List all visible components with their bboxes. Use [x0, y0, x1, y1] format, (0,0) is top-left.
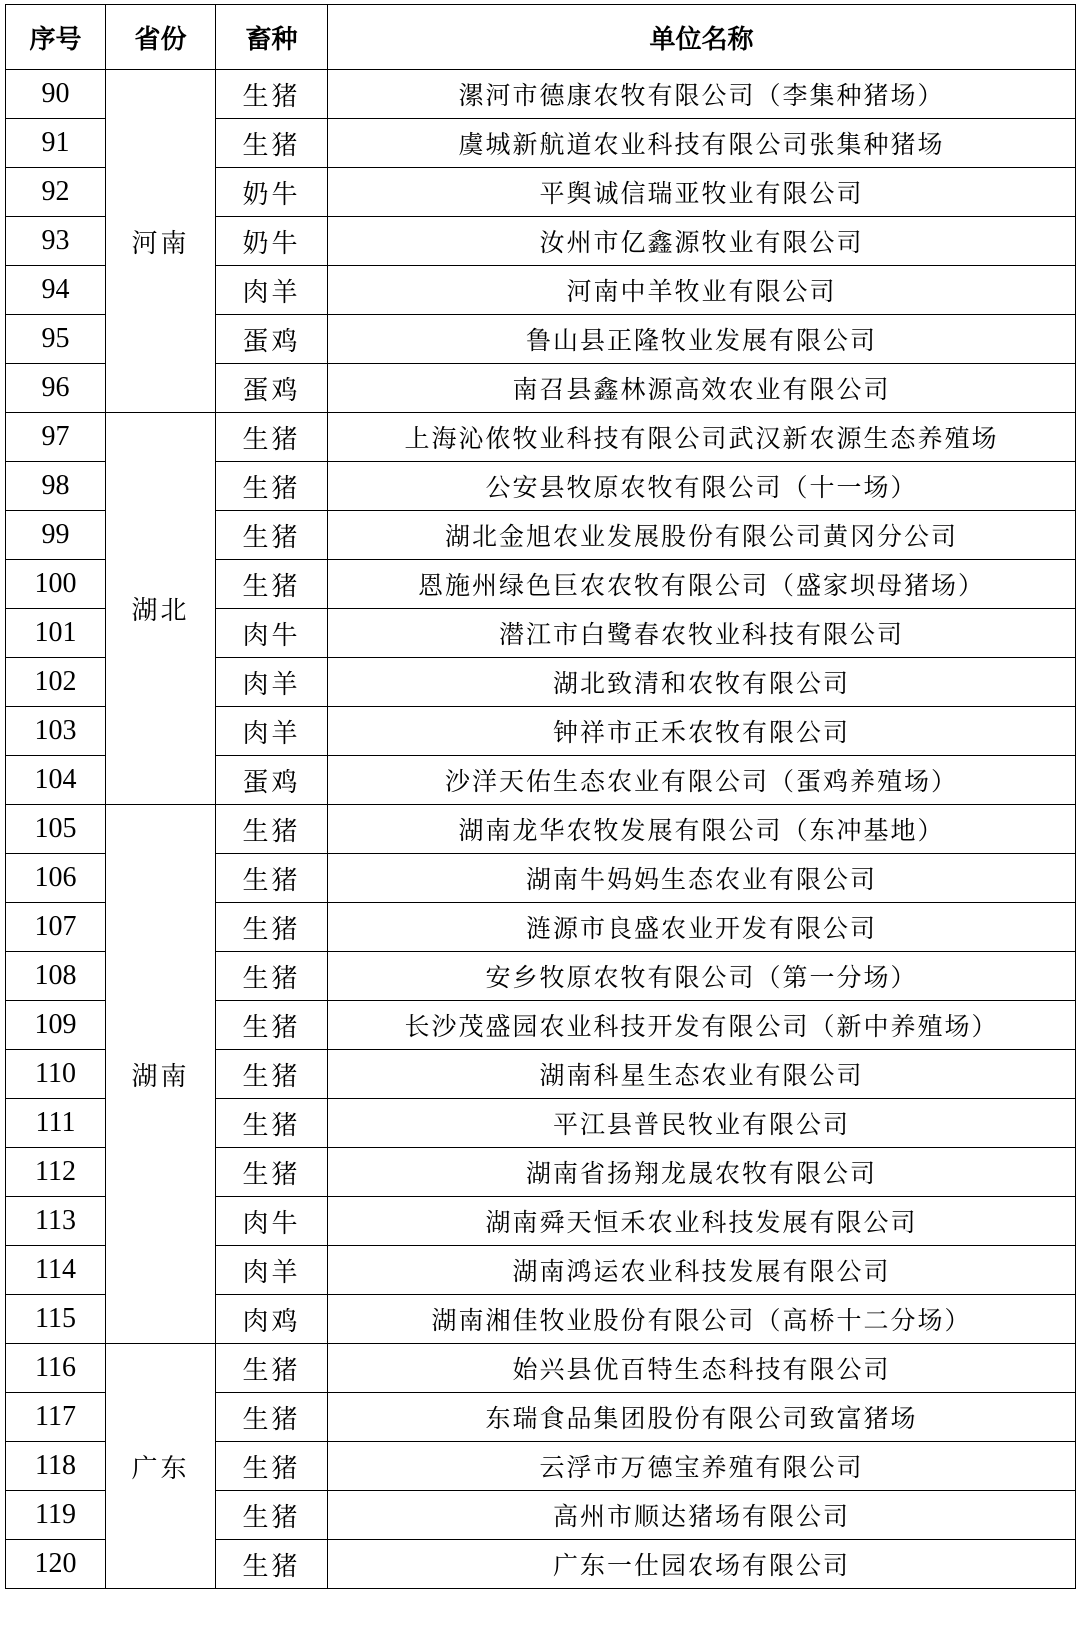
header-unit-name: 单位名称 — [328, 5, 1076, 70]
cell-livestock-type: 生猪 — [216, 1099, 328, 1148]
cell-unit-name: 平江县普民牧业有限公司 — [328, 1099, 1076, 1148]
cell-province: 湖北 — [106, 413, 216, 805]
cell-unit-name: 漯河市德康农牧有限公司（李集种猪场） — [328, 70, 1076, 119]
header-serial-number: 序号 — [6, 5, 106, 70]
table-row — [6, 70, 1076, 119]
farm-list-table — [5, 4, 1076, 1589]
cell-unit-name: 恩施州绿色巨农农牧有限公司（盛家坝母猪场） — [328, 560, 1076, 609]
cell-unit-name: 虞城新航道农业科技有限公司张集种猪场 — [328, 119, 1076, 168]
table-row — [6, 1344, 1076, 1393]
cell-livestock-type: 蛋鸡 — [216, 315, 328, 364]
cell-unit-name: 安乡牧原农牧有限公司（第一分场） — [328, 952, 1076, 1001]
cell-unit-name: 湖南湘佳牧业股份有限公司（高桥十二分场） — [328, 1295, 1076, 1344]
cell-serial-number: 91 — [6, 119, 106, 168]
cell-livestock-type: 肉牛 — [216, 1197, 328, 1246]
cell-unit-name: 广东一仕园农场有限公司 — [328, 1540, 1076, 1589]
cell-serial-number: 120 — [6, 1540, 106, 1589]
cell-livestock-type: 肉鸡 — [216, 1295, 328, 1344]
cell-serial-number: 107 — [6, 903, 106, 952]
cell-unit-name: 高州市顺达猪场有限公司 — [328, 1491, 1076, 1540]
cell-livestock-type: 生猪 — [216, 805, 328, 854]
cell-serial-number: 95 — [6, 315, 106, 364]
cell-unit-name: 湖南鸿运农业科技发展有限公司 — [328, 1246, 1076, 1295]
cell-unit-name: 鲁山县正隆牧业发展有限公司 — [328, 315, 1076, 364]
cell-serial-number: 110 — [6, 1050, 106, 1099]
cell-unit-name: 湖南牛妈妈生态农业有限公司 — [328, 854, 1076, 903]
cell-serial-number: 108 — [6, 952, 106, 1001]
header-province: 省份 — [106, 5, 216, 70]
cell-unit-name: 潜江市白鹭春农牧业科技有限公司 — [328, 609, 1076, 658]
cell-serial-number: 103 — [6, 707, 106, 756]
cell-serial-number: 104 — [6, 756, 106, 805]
document-table-wrapper — [5, 4, 1075, 1589]
cell-unit-name: 云浮市万德宝养殖有限公司 — [328, 1442, 1076, 1491]
cell-serial-number: 105 — [6, 805, 106, 854]
cell-serial-number: 117 — [6, 1393, 106, 1442]
cell-livestock-type: 生猪 — [216, 952, 328, 1001]
cell-unit-name: 东瑞食品集团股份有限公司致富猪场 — [328, 1393, 1076, 1442]
cell-unit-name: 河南中羊牧业有限公司 — [328, 266, 1076, 315]
cell-livestock-type: 生猪 — [216, 70, 328, 119]
cell-serial-number: 97 — [6, 413, 106, 462]
cell-livestock-type: 生猪 — [216, 1001, 328, 1050]
cell-unit-name: 湖南科星生态农业有限公司 — [328, 1050, 1076, 1099]
cell-unit-name: 湖北金旭农业发展股份有限公司黄冈分公司 — [328, 511, 1076, 560]
cell-livestock-type: 奶牛 — [216, 217, 328, 266]
cell-livestock-type: 肉牛 — [216, 609, 328, 658]
header-livestock-type: 畜种 — [216, 5, 328, 70]
cell-livestock-type: 生猪 — [216, 413, 328, 462]
cell-livestock-type: 生猪 — [216, 1442, 328, 1491]
cell-livestock-type: 生猪 — [216, 1540, 328, 1589]
cell-unit-name: 湖南龙华农牧发展有限公司（东冲基地） — [328, 805, 1076, 854]
cell-serial-number: 116 — [6, 1344, 106, 1393]
cell-livestock-type: 生猪 — [216, 119, 328, 168]
cell-livestock-type: 生猪 — [216, 903, 328, 952]
cell-unit-name: 湖南省扬翔龙晟农牧有限公司 — [328, 1148, 1076, 1197]
cell-serial-number: 94 — [6, 266, 106, 315]
cell-livestock-type: 肉羊 — [216, 658, 328, 707]
cell-livestock-type: 生猪 — [216, 1148, 328, 1197]
table-row — [6, 413, 1076, 462]
cell-serial-number: 101 — [6, 609, 106, 658]
cell-livestock-type: 生猪 — [216, 854, 328, 903]
cell-serial-number: 118 — [6, 1442, 106, 1491]
cell-unit-name: 湖北致清和农牧有限公司 — [328, 658, 1076, 707]
cell-serial-number: 113 — [6, 1197, 106, 1246]
cell-unit-name: 始兴县优百特生态科技有限公司 — [328, 1344, 1076, 1393]
cell-livestock-type: 生猪 — [216, 560, 328, 609]
cell-serial-number: 114 — [6, 1246, 106, 1295]
cell-serial-number: 109 — [6, 1001, 106, 1050]
cell-serial-number: 92 — [6, 168, 106, 217]
cell-unit-name: 涟源市良盛农业开发有限公司 — [328, 903, 1076, 952]
cell-unit-name: 湖南舜天恒禾农业科技发展有限公司 — [328, 1197, 1076, 1246]
cell-livestock-type: 生猪 — [216, 1393, 328, 1442]
cell-livestock-type: 生猪 — [216, 1344, 328, 1393]
cell-unit-name: 平舆诚信瑞亚牧业有限公司 — [328, 168, 1076, 217]
cell-serial-number: 96 — [6, 364, 106, 413]
cell-serial-number: 100 — [6, 560, 106, 609]
cell-serial-number: 102 — [6, 658, 106, 707]
cell-livestock-type: 生猪 — [216, 1050, 328, 1099]
cell-livestock-type: 肉羊 — [216, 266, 328, 315]
cell-province: 湖南 — [106, 805, 216, 1344]
cell-livestock-type: 奶牛 — [216, 168, 328, 217]
cell-unit-name: 南召县鑫林源高效农业有限公司 — [328, 364, 1076, 413]
cell-livestock-type: 蛋鸡 — [216, 364, 328, 413]
cell-serial-number: 98 — [6, 462, 106, 511]
cell-province: 广东 — [106, 1344, 216, 1589]
cell-unit-name: 公安县牧原农牧有限公司（十一场） — [328, 462, 1076, 511]
cell-unit-name: 钟祥市正禾农牧有限公司 — [328, 707, 1076, 756]
cell-serial-number: 93 — [6, 217, 106, 266]
table-header-row — [6, 5, 1076, 70]
cell-serial-number: 119 — [6, 1491, 106, 1540]
cell-livestock-type: 肉羊 — [216, 707, 328, 756]
cell-serial-number: 106 — [6, 854, 106, 903]
table-body — [6, 70, 1076, 1589]
cell-livestock-type: 肉羊 — [216, 1246, 328, 1295]
cell-serial-number: 112 — [6, 1148, 106, 1197]
cell-serial-number: 90 — [6, 70, 106, 119]
cell-unit-name: 沙洋天佑生态农业有限公司（蛋鸡养殖场） — [328, 756, 1076, 805]
cell-livestock-type: 蛋鸡 — [216, 756, 328, 805]
cell-unit-name: 上海沁侬牧业科技有限公司武汉新农源生态养殖场 — [328, 413, 1076, 462]
table-row — [6, 805, 1076, 854]
cell-serial-number: 115 — [6, 1295, 106, 1344]
cell-unit-name: 长沙茂盛园农业科技开发有限公司（新中养殖场） — [328, 1001, 1076, 1050]
cell-serial-number: 99 — [6, 511, 106, 560]
cell-unit-name: 汝州市亿鑫源牧业有限公司 — [328, 217, 1076, 266]
cell-province: 河南 — [106, 70, 216, 413]
cell-livestock-type: 生猪 — [216, 462, 328, 511]
cell-livestock-type: 生猪 — [216, 511, 328, 560]
cell-serial-number: 111 — [6, 1099, 106, 1148]
cell-livestock-type: 生猪 — [216, 1491, 328, 1540]
